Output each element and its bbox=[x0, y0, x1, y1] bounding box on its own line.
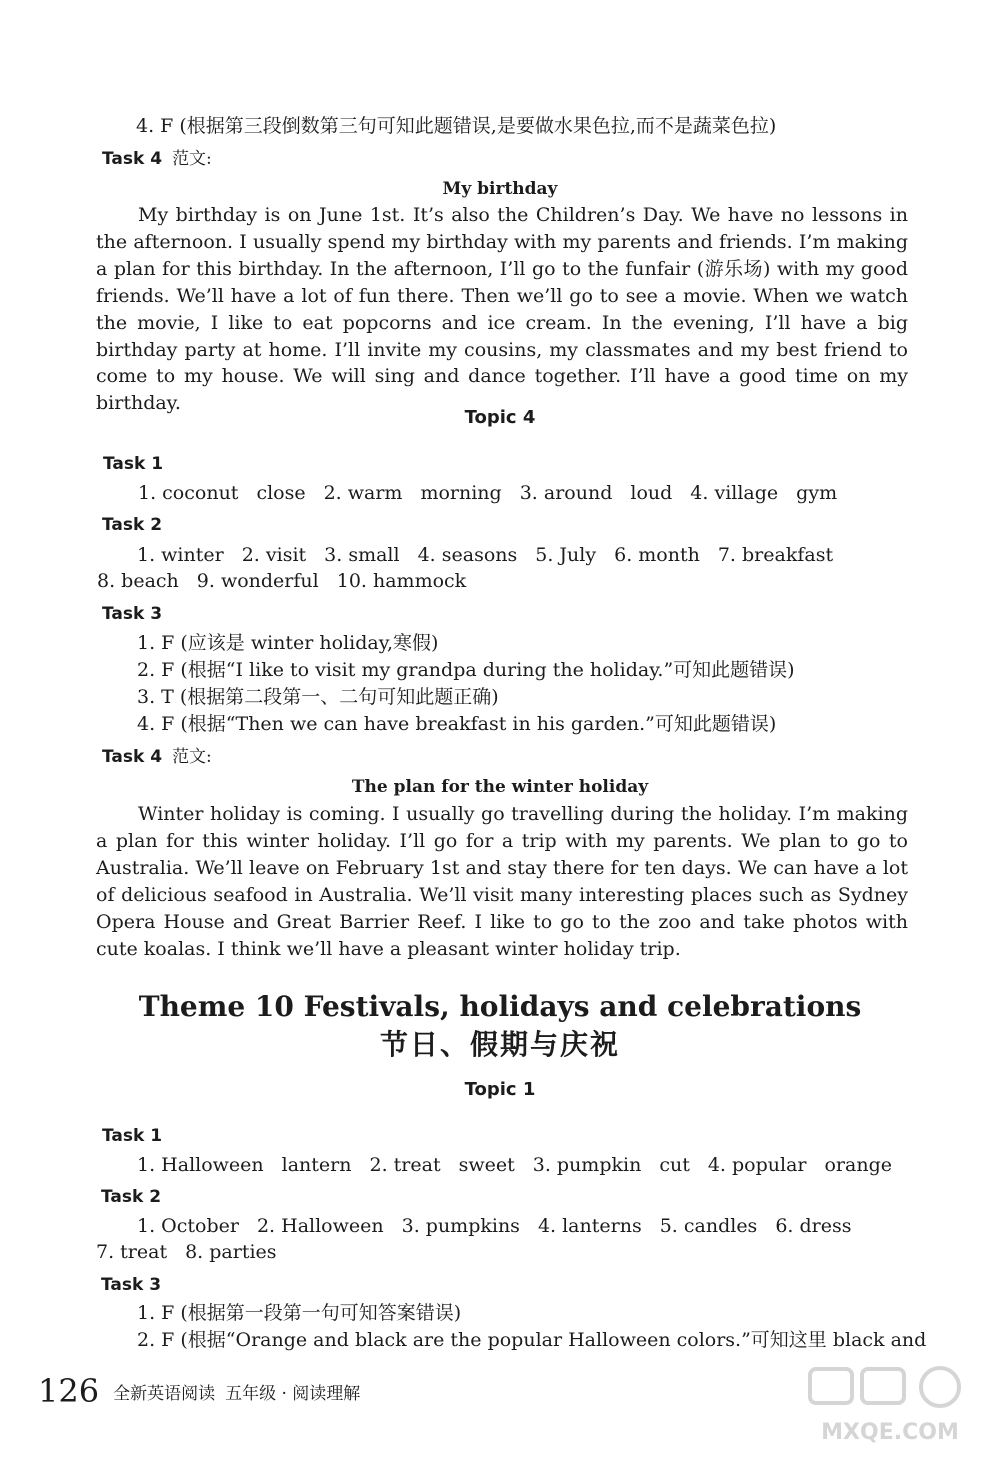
answer-row bbox=[97, 569, 484, 593]
theme-title: Theme 10 Festivals, holidays and celebrations bbox=[138, 990, 862, 1023]
essay-title: My birthday bbox=[442, 179, 558, 199]
topic-title: Topic 4 bbox=[464, 407, 536, 428]
page-footer bbox=[38, 1372, 360, 1410]
task-heading: Task 2 bbox=[102, 515, 163, 535]
answer-item: 4. seasons bbox=[417, 544, 518, 566]
answer-item: 10. hammock bbox=[336, 570, 467, 592]
book-title: 全新英语阅读 bbox=[113, 1383, 216, 1404]
answer-item: morning bbox=[420, 482, 502, 504]
answer-row bbox=[137, 1214, 869, 1238]
answer-item: 2. Halloween bbox=[256, 1215, 384, 1237]
answer-row bbox=[96, 1240, 295, 1264]
page-number: 126 bbox=[38, 1372, 100, 1410]
answer-item: sweet bbox=[458, 1154, 515, 1176]
answer-item: 8. parties bbox=[185, 1241, 277, 1263]
task-heading: Task 2 bbox=[101, 1187, 162, 1207]
answer-item: 6. month bbox=[614, 544, 700, 566]
book-subtitle: 五年级 · 阅读理解 bbox=[225, 1383, 361, 1404]
task-heading: Task 1 bbox=[102, 1126, 163, 1146]
answer-item: 2. treat bbox=[369, 1154, 441, 1176]
answer-item: 1. coconut bbox=[138, 482, 239, 504]
task-heading bbox=[102, 148, 212, 170]
answer-item: orange bbox=[824, 1154, 892, 1176]
answer-line: 4. F (根据第三段倒数第三句可知此题错误,是要做水果色拉,而不是蔬菜色拉) bbox=[136, 115, 777, 137]
answer-item: 1. winter bbox=[137, 544, 224, 566]
topic-title: Topic 1 bbox=[464, 1079, 536, 1100]
answer-item: 5. July bbox=[535, 544, 597, 566]
answer-row bbox=[137, 543, 851, 567]
answer-item: 3. pumpkins bbox=[401, 1215, 520, 1237]
task-heading: Task 3 bbox=[101, 1275, 162, 1295]
essay-paragraph: My birthday is on June 1st. It’s also the Children’s Day. We have no lessons in the afternoon. I usually spend my birthday with my parents and friends. I’m making a plan for this birthday. In the afternoon, I’ll go to the funfair (游乐场) with my good friends. We’ll have a lot of fun there. Then we’ll go to see a movie. When we watch the movie, I like to eat popcorns and ice cream. In the evening, I’ll have a big birthday party at home. I’ll invite my cousins, my classmates and my best friend to come to my house. We will sing and dance together. I’ll have a good time on my birthday. bbox=[96, 204, 908, 415]
answer-item: 7. treat bbox=[96, 1241, 168, 1263]
answer-item: 3. pumpkin bbox=[532, 1154, 642, 1176]
watermark-text: MXQE.COM bbox=[821, 1420, 959, 1445]
answer-item: 4. lanterns bbox=[537, 1215, 642, 1237]
task-label: Task 4 bbox=[102, 149, 163, 169]
task-heading: Task 3 bbox=[102, 604, 163, 624]
answer-item: 3. small bbox=[324, 544, 400, 566]
answer-item: 8. beach bbox=[97, 570, 179, 592]
answer-item: loud bbox=[630, 482, 673, 504]
answer-item: 6. dress bbox=[775, 1215, 852, 1237]
task-sub-label: 范文: bbox=[172, 149, 212, 169]
answer-line: 2. F (根据“I like to visit my grandpa during the holiday.”可知此题错误) bbox=[137, 659, 795, 681]
answer-row bbox=[138, 481, 855, 505]
watermark-logo-icon bbox=[800, 1365, 980, 1450]
task-heading bbox=[102, 746, 212, 768]
answer-line: 4. F (根据“Then we can have breakfast in his garden.”可知此题错误) bbox=[137, 713, 777, 735]
answer-line: 3. T (根据第二段第一、二句可知此题正确) bbox=[137, 686, 499, 708]
answer-item: close bbox=[256, 482, 306, 504]
answer-item: 2. warm bbox=[323, 482, 403, 504]
answer-line: 1. F (应该是 winter holiday,寒假) bbox=[137, 632, 439, 654]
answer-item: lantern bbox=[281, 1154, 352, 1176]
answer-item: 1. October bbox=[137, 1215, 239, 1237]
essay-title: The plan for the winter holiday bbox=[351, 777, 649, 797]
task-heading: Task 1 bbox=[103, 454, 164, 474]
theme-title-cn: 节日、假期与庆祝 bbox=[379, 1028, 620, 1061]
answer-item: 4. popular bbox=[707, 1154, 807, 1176]
answer-item: 2. visit bbox=[241, 544, 307, 566]
answer-item: 3. around bbox=[519, 482, 613, 504]
task-label: Task 4 bbox=[102, 747, 163, 767]
answer-item: 4. village bbox=[690, 482, 779, 504]
answer-item: 7. breakfast bbox=[717, 544, 834, 566]
answer-item: gym bbox=[796, 482, 838, 504]
answer-item: 1. Halloween bbox=[137, 1154, 264, 1176]
answer-row bbox=[137, 1153, 910, 1177]
task-sub-label: 范文: bbox=[172, 747, 212, 767]
answer-line: 1. F (根据第一段第一句可知答案错误) bbox=[137, 1302, 462, 1324]
answer-item: cut bbox=[659, 1154, 690, 1176]
essay-paragraph: Winter holiday is coming. I usually go travelling during the holiday. I’m making a plan for this winter holiday. I’ll go for a trip with my parents. We plan to go to Australia. We’ll leave on February 1st and stay there for ten days. We can have a lot of delicious seafood in Australia. We’ll visit many interesting places such as Sydney Opera House and Great Barrier Reef. I like to go to the zoo and take photos with cute koalas. I think we’ll have a pleasant winter holiday trip. bbox=[96, 803, 908, 960]
answer-line: 2. F (根据“Orange and black are the popular Halloween colors.”可知这里 black and bbox=[137, 1329, 927, 1351]
answer-item: 9. wonderful bbox=[196, 570, 319, 592]
answer-item: 5. candles bbox=[659, 1215, 758, 1237]
